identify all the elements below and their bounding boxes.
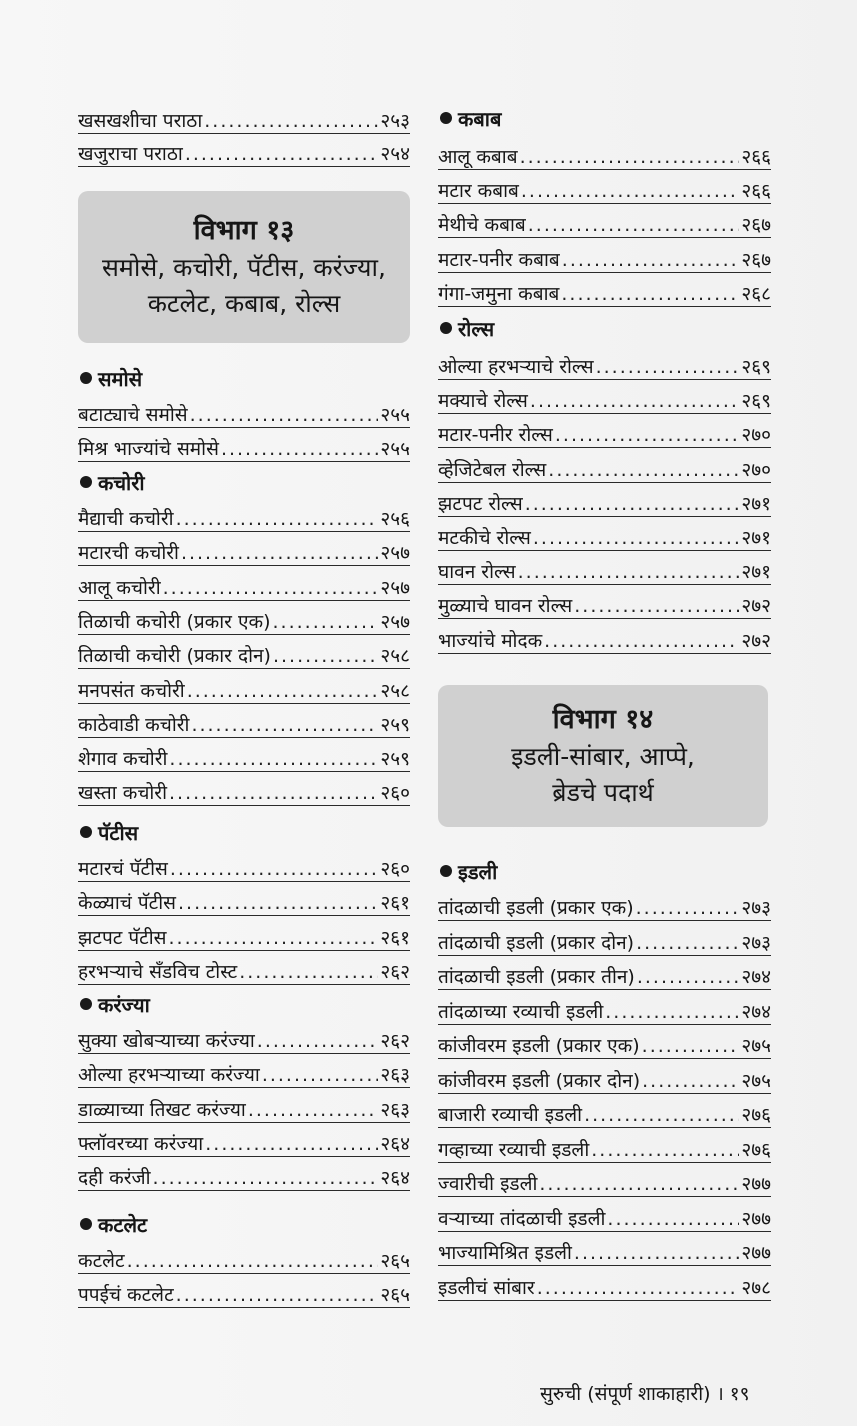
toc-entry xyxy=(78,394,410,426)
entry-title: डाळ्याच्या तिखट करंज्या xyxy=(78,1098,246,1121)
dot-leader xyxy=(596,356,740,378)
dot-leader xyxy=(521,180,739,202)
toc-entry xyxy=(78,1274,410,1306)
entry-title: झटपट रोल्स xyxy=(438,492,523,515)
entry-title: तांदळाची इडली (प्रकार तीन) xyxy=(438,966,635,988)
toc-entry xyxy=(78,917,410,949)
entry-page-number: २६५ xyxy=(380,1284,410,1307)
dot-leader xyxy=(273,645,378,667)
entry-rule xyxy=(78,1307,410,1308)
dot-leader xyxy=(525,493,740,515)
toc-entry xyxy=(78,704,410,736)
toc-entry xyxy=(78,1054,410,1086)
entry-title: गंगा-जमुना कबाब xyxy=(438,282,560,305)
entry-title: मटारची कचोरी xyxy=(78,542,179,565)
category-heading xyxy=(80,818,138,846)
dot-leader xyxy=(591,1139,739,1161)
dot-leader xyxy=(239,961,378,983)
category-heading xyxy=(440,857,497,885)
dot-leader xyxy=(574,595,739,617)
entry-title: मटारचं पॅटीस xyxy=(78,858,168,880)
entry-rule xyxy=(438,306,771,307)
category-heading xyxy=(440,104,501,132)
toc-entry xyxy=(78,882,410,914)
toc-entry xyxy=(438,887,771,919)
bullet-icon xyxy=(80,1218,92,1230)
entry-title: मटकीचे रोल्स xyxy=(438,527,531,549)
entry-page-number: २६७ xyxy=(741,248,771,271)
dot-leader xyxy=(539,1173,739,1195)
entry-title: मटार-पनीर रोल्स xyxy=(438,424,553,447)
bullet-icon xyxy=(440,322,452,334)
dot-leader xyxy=(178,892,378,914)
entry-title: मुळ्याचे घावन रोल्स xyxy=(438,595,573,618)
category-name: कटलेट xyxy=(98,1212,148,1237)
entry-page-number: २५३ xyxy=(380,110,410,132)
section-heading: विभाग १३ xyxy=(193,215,295,246)
dot-leader xyxy=(187,680,379,702)
toc-entry xyxy=(438,136,771,168)
entry-title: फ्लॉवरच्या करंज्या xyxy=(78,1132,204,1155)
toc-entry xyxy=(438,517,771,549)
entry-page-number: २५७ xyxy=(380,610,410,633)
toc-entry xyxy=(78,848,410,880)
entry-title: शेगाव कचोरी xyxy=(78,748,168,771)
dot-leader xyxy=(153,1167,379,1189)
section-heading: विभाग १४ xyxy=(552,704,654,735)
entry-title: बटाट्याचे समोसे xyxy=(78,404,188,426)
entry-page-number: २७५ xyxy=(741,1069,771,1092)
toc-entry xyxy=(438,956,771,988)
category-name: पॅटीस xyxy=(98,820,139,845)
entry-rule xyxy=(438,1300,771,1301)
entry-page-number: २७२ xyxy=(741,595,771,618)
entry-page-number: २५४ xyxy=(380,143,410,165)
entry-title: मैद्याची कचोरी xyxy=(78,508,174,530)
entry-title: तांदळाची इडली (प्रकार एक) xyxy=(438,897,634,919)
entry-page-number: २६६ xyxy=(741,146,771,168)
entry-title: मक्याचे रोल्स xyxy=(438,390,528,413)
entry-page-number: २६० xyxy=(380,858,410,880)
entry-page-number: २६६ xyxy=(741,180,771,203)
dot-leader xyxy=(191,714,378,736)
dot-leader xyxy=(637,966,740,988)
category-heading xyxy=(80,364,142,392)
dot-leader xyxy=(544,630,739,652)
entry-page-number: २७१ xyxy=(741,561,771,584)
entry-page-number: २५५ xyxy=(380,404,410,426)
entry-page-number: २६२ xyxy=(380,1030,410,1052)
entry-title: मटार-पनीर कबाब xyxy=(438,248,560,271)
category-heading xyxy=(80,990,150,1018)
entry-page-number: २७६ xyxy=(741,1104,771,1126)
entry-page-number: २६३ xyxy=(380,1098,410,1121)
dot-leader xyxy=(537,1277,740,1299)
dot-leader xyxy=(642,1070,739,1092)
page-footer: सुरुची (संपूर्ण शाकाहारी) । १९ xyxy=(540,1383,750,1405)
entry-page-number: २७३ xyxy=(741,897,771,919)
dot-leader xyxy=(533,527,739,549)
toc-entry xyxy=(78,428,410,460)
dot-leader xyxy=(607,1208,739,1230)
bullet-icon xyxy=(80,826,92,838)
entry-title: तांदळाची इडली (प्रकार दोन) xyxy=(438,931,635,954)
toc-entry xyxy=(438,1094,771,1126)
entry-rule xyxy=(78,1190,410,1191)
entry-page-number: २६१ xyxy=(380,926,410,949)
entry-title: केळ्याचं पॅटीस xyxy=(78,892,176,915)
dot-leader xyxy=(176,1284,379,1306)
entry-rule xyxy=(438,653,771,654)
entry-title: व्हेजिटेबल रोल्स xyxy=(438,458,547,481)
entry-page-number: २६९ xyxy=(741,390,771,413)
entry-title: गव्हाच्या रव्याची इडली xyxy=(438,1138,590,1161)
dot-leader xyxy=(248,1099,379,1121)
entry-page-number: २६५ xyxy=(380,1250,410,1272)
entry-page-number: २५७ xyxy=(380,576,410,599)
toc-entry xyxy=(438,380,771,412)
category-name: इडली xyxy=(458,859,498,884)
entry-page-number: २५५ xyxy=(380,438,410,461)
dot-leader xyxy=(176,508,379,530)
dot-leader xyxy=(168,927,378,949)
category-heading xyxy=(80,1210,147,1238)
section-subtitle: समोसे, कचोरी, पॅटीस, करंज्या, xyxy=(102,253,386,282)
toc-entry xyxy=(438,1267,771,1299)
entry-title: तांदळाच्या रव्याची इडली xyxy=(438,1000,604,1023)
toc-entry xyxy=(438,449,771,481)
entry-rule xyxy=(78,461,410,462)
entry-page-number: २६२ xyxy=(380,960,410,983)
entry-page-number: २६४ xyxy=(380,1167,410,1190)
bullet-icon xyxy=(80,372,92,384)
dot-leader xyxy=(584,1104,739,1126)
toc-entry xyxy=(78,567,410,599)
dot-leader xyxy=(190,404,379,426)
toc-entry xyxy=(438,620,771,652)
category-name: रोल्स xyxy=(458,316,495,341)
entry-title: झटपट पॅटीस xyxy=(78,926,167,949)
entry-title: खजुराचा पराठा xyxy=(78,143,183,165)
entry-title: तिळाची कचोरी (प्रकार दोन) xyxy=(78,645,271,668)
entry-page-number: २७१ xyxy=(741,492,771,515)
entry-title: मेथीचे कबाब xyxy=(438,214,526,237)
entry-page-number: २५९ xyxy=(380,713,410,736)
toc-entry xyxy=(78,670,410,702)
toc-entry xyxy=(438,204,771,236)
entry-title: खस्ता कचोरी xyxy=(78,782,167,805)
toc-entry xyxy=(78,1089,410,1121)
dot-leader xyxy=(221,438,378,460)
entry-title: सुक्या खोबऱ्याच्या करंज्या xyxy=(78,1030,255,1052)
toc-entry xyxy=(78,532,410,564)
section-subtitle: इडली-सांबार, आप्पे, xyxy=(511,742,695,771)
toc-entry xyxy=(438,551,771,583)
toc-entry xyxy=(78,100,410,132)
dot-leader xyxy=(636,897,740,919)
entry-page-number: २५८ xyxy=(380,679,410,702)
category-name: करंज्या xyxy=(98,992,150,1017)
entry-page-number: २६३ xyxy=(380,1064,410,1087)
dot-leader xyxy=(605,1001,739,1023)
section-subtitle: ब्रेडचे पदार्थ xyxy=(552,778,654,807)
dot-leader xyxy=(555,424,739,446)
bullet-icon xyxy=(440,865,452,877)
category-heading xyxy=(440,314,494,342)
entry-page-number: २७४ xyxy=(741,966,771,988)
dot-leader xyxy=(205,1133,378,1155)
entry-title: भाज्यांचे मोदक xyxy=(438,629,543,652)
entry-page-number: २७४ xyxy=(741,1000,771,1023)
entry-page-number: २६९ xyxy=(741,356,771,378)
entry-title: कांजीवरम इडली (प्रकार एक) xyxy=(438,1035,640,1057)
toc-entry xyxy=(438,1232,771,1264)
entry-page-number: २७७ xyxy=(741,1207,771,1230)
dot-leader xyxy=(170,858,378,880)
dot-leader xyxy=(642,1035,740,1057)
entry-page-number: २६८ xyxy=(741,282,771,305)
dot-leader xyxy=(204,110,378,132)
entry-page-number: २६० xyxy=(380,782,410,805)
entry-page-number: २६४ xyxy=(380,1132,410,1155)
toc-entry xyxy=(438,414,771,446)
entry-title: ओल्या हरभऱ्याचे रोल्स xyxy=(438,356,594,378)
dot-leader xyxy=(185,143,379,165)
category-name: कबाब xyxy=(458,106,502,131)
entry-title: मनपसंत कचोरी xyxy=(78,679,185,702)
section-banner xyxy=(438,685,768,827)
entry-page-number: २५६ xyxy=(380,508,410,530)
dot-leader xyxy=(163,577,379,599)
entry-title: ज्वारीची इडली xyxy=(438,1173,538,1195)
dot-leader xyxy=(518,561,740,583)
toc-entry xyxy=(438,991,771,1023)
toc-entry xyxy=(438,1129,771,1161)
dot-leader xyxy=(548,459,739,481)
toc-entry xyxy=(438,1060,771,1092)
entry-rule xyxy=(78,984,410,985)
entry-page-number: २५७ xyxy=(380,542,410,565)
dot-leader xyxy=(562,249,740,271)
toc-entry xyxy=(438,346,771,378)
dot-leader xyxy=(181,542,378,564)
toc-entry xyxy=(78,951,410,983)
category-heading xyxy=(80,468,145,496)
toc-entry xyxy=(78,1123,410,1155)
section-subtitle: कटलेट, कबाब, रोल्स xyxy=(147,289,341,318)
dot-leader xyxy=(528,214,740,236)
entry-page-number: २७० xyxy=(741,458,771,481)
dot-leader xyxy=(169,748,378,770)
dot-leader xyxy=(530,390,739,412)
entry-page-number: २७६ xyxy=(741,1138,771,1161)
toc-entry xyxy=(78,1240,410,1272)
entry-page-number: २७० xyxy=(741,424,771,447)
entry-title: पपईचं कटलेट xyxy=(78,1284,174,1307)
entry-title: आलू कचोरी xyxy=(78,576,161,599)
entry-page-number: २६७ xyxy=(741,214,771,237)
dot-leader xyxy=(273,611,379,633)
category-name: कचोरी xyxy=(98,470,145,495)
toc-entry xyxy=(438,1163,771,1195)
toc-entry xyxy=(438,273,771,305)
toc-entry xyxy=(78,635,410,667)
toc-entry xyxy=(78,133,410,165)
entry-title: कांजीवरम इडली (प्रकार दोन) xyxy=(438,1069,641,1092)
entry-page-number: २७३ xyxy=(741,931,771,954)
entry-page-number: २७८ xyxy=(741,1276,771,1299)
toc-entry xyxy=(438,239,771,271)
dot-leader xyxy=(561,283,739,305)
entry-page-number: २७१ xyxy=(741,527,771,549)
entry-title: दही करंजी xyxy=(78,1167,151,1190)
entry-page-number: २७२ xyxy=(741,629,771,652)
entry-title: वऱ्याच्या तांदळाची इडली xyxy=(438,1207,606,1230)
entry-page-number: २७७ xyxy=(741,1173,771,1195)
dot-leader xyxy=(127,1250,379,1272)
entry-page-number: २६१ xyxy=(380,892,410,915)
entry-title: तिळाची कचोरी (प्रकार एक) xyxy=(78,610,271,633)
entry-title: घावन रोल्स xyxy=(438,561,516,584)
entry-title: मटार कबाब xyxy=(438,180,519,203)
toc-entry xyxy=(438,1198,771,1230)
dot-leader xyxy=(262,1064,379,1086)
entry-title: खसखशीचा पराठा xyxy=(78,110,203,132)
bullet-icon xyxy=(80,998,92,1010)
toc-entry xyxy=(438,1025,771,1057)
entry-title: इडलीचं सांबार xyxy=(438,1276,535,1299)
entry-title: भाज्यामिश्रित इडली xyxy=(438,1242,572,1264)
entry-title: आलू कबाब xyxy=(438,146,518,168)
dot-leader xyxy=(574,1242,739,1264)
entry-page-number: २५९ xyxy=(380,748,410,771)
entry-title: हरभऱ्याचे सँडविच टोस्ट xyxy=(78,960,238,983)
entry-page-number: २५८ xyxy=(380,645,410,668)
toc-entry xyxy=(78,738,410,770)
toc-entry xyxy=(78,601,410,633)
entry-title: मिश्र भाज्यांचे समोसे xyxy=(78,438,219,461)
entry-title: बाजारी रव्याची इडली xyxy=(438,1104,583,1126)
dot-leader xyxy=(257,1030,379,1052)
toc-entry xyxy=(438,585,771,617)
bullet-icon xyxy=(440,112,452,124)
bullet-icon xyxy=(80,476,92,488)
dot-leader xyxy=(636,932,739,954)
toc-entry xyxy=(78,498,410,530)
entry-rule xyxy=(78,166,410,167)
entry-title: काठेवाडी कचोरी xyxy=(78,713,190,736)
toc-entry xyxy=(438,483,771,515)
entry-page-number: २७५ xyxy=(741,1035,771,1057)
entry-title: ओल्या हरभऱ्याच्या करंज्या xyxy=(78,1064,260,1087)
category-name: समोसे xyxy=(98,366,143,391)
toc-entry xyxy=(78,772,410,804)
toc-entry xyxy=(78,1157,410,1189)
section-banner xyxy=(78,191,410,343)
toc-entry xyxy=(78,1020,410,1052)
entry-title: कटलेट xyxy=(78,1250,125,1272)
dot-leader xyxy=(520,146,740,168)
dot-leader xyxy=(169,782,378,804)
toc-entry xyxy=(438,170,771,202)
toc-entry xyxy=(438,922,771,954)
entry-rule xyxy=(78,805,410,806)
entry-page-number: २७७ xyxy=(741,1242,771,1264)
